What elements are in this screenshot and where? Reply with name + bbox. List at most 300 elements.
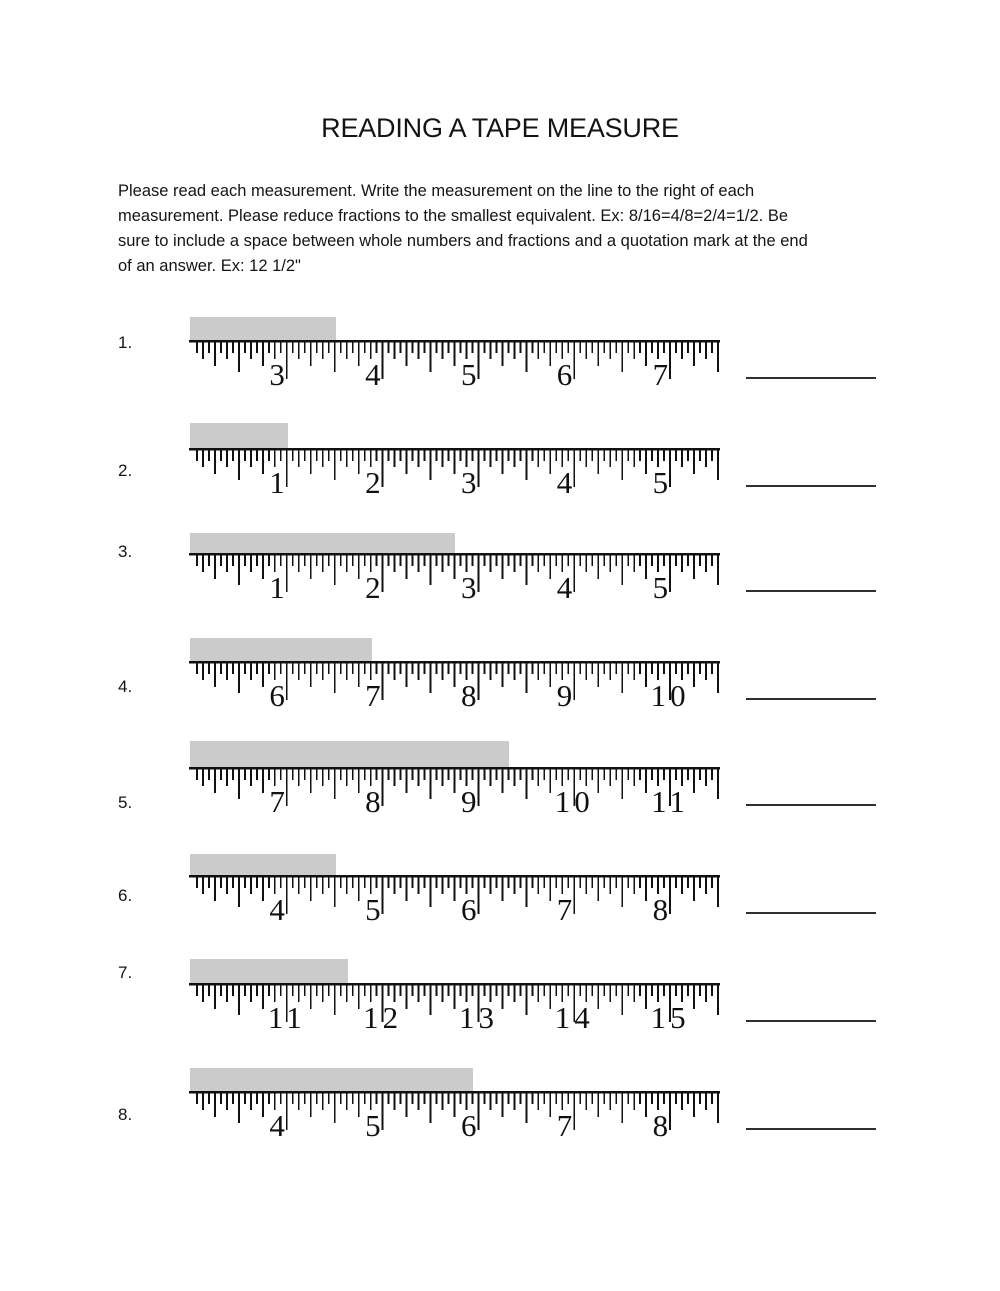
answer-blank-line[interactable] — [746, 804, 876, 806]
tick — [346, 769, 348, 786]
tick — [472, 769, 474, 780]
measurement-bar — [190, 854, 336, 876]
tick — [442, 769, 444, 786]
tick — [202, 555, 204, 572]
tick — [681, 342, 683, 359]
tick — [202, 877, 204, 894]
tick — [376, 663, 378, 674]
tick — [519, 555, 521, 566]
tape-ruler — [189, 1091, 724, 1143]
tick — [256, 663, 258, 674]
tick — [513, 877, 515, 894]
tick — [525, 342, 527, 372]
tick — [460, 985, 462, 996]
inch-number: 9 — [556, 678, 573, 713]
answer-blank-line[interactable] — [746, 485, 876, 487]
tick — [232, 450, 234, 461]
tick — [202, 663, 204, 680]
tick — [609, 342, 611, 359]
tick — [334, 769, 336, 799]
tick — [202, 450, 204, 467]
tick — [430, 663, 432, 693]
tick — [579, 985, 581, 996]
instructions-paragraph — [118, 179, 918, 279]
tick — [310, 877, 312, 901]
tick — [496, 877, 498, 888]
tick — [316, 769, 318, 780]
tick — [525, 1093, 527, 1123]
tick — [268, 663, 270, 674]
tick — [454, 985, 456, 1009]
tick — [460, 877, 462, 888]
tick — [340, 555, 342, 566]
tick — [513, 1093, 515, 1110]
tick — [310, 769, 312, 793]
tick — [621, 985, 623, 1015]
tick — [478, 555, 480, 592]
tick — [208, 769, 210, 780]
tick — [525, 877, 527, 907]
tick — [406, 663, 408, 687]
tick — [627, 769, 629, 780]
tick — [382, 450, 384, 487]
tick — [382, 877, 384, 914]
tick — [549, 663, 551, 687]
tick — [496, 555, 498, 566]
tick — [412, 450, 414, 461]
tick — [388, 450, 390, 461]
tick — [322, 663, 324, 680]
question-number: 8. — [118, 1105, 133, 1124]
tick — [388, 663, 390, 674]
inch-number: 8 — [365, 784, 381, 819]
tick — [472, 663, 474, 674]
tick — [675, 769, 677, 780]
tick — [364, 555, 366, 566]
tick — [220, 877, 222, 888]
tick — [687, 769, 689, 780]
tick — [202, 1093, 204, 1110]
tick — [591, 663, 593, 674]
tick — [687, 1093, 689, 1104]
tick — [597, 342, 599, 366]
tick — [400, 555, 402, 566]
tick — [364, 1093, 366, 1104]
page-title: READING A TAPE MEASURE — [321, 113, 679, 143]
inch-number: 7 — [365, 678, 381, 713]
tick — [418, 342, 420, 359]
inch-number: 6 — [460, 892, 477, 927]
tick — [406, 877, 408, 901]
tick — [513, 769, 515, 786]
inch-number: 1 — [269, 465, 285, 500]
answer-blank-line[interactable] — [746, 912, 876, 914]
tick — [382, 555, 384, 592]
inch-number: 10 — [650, 678, 690, 713]
tick — [316, 877, 318, 888]
tick — [705, 985, 707, 1002]
answer-blank-line[interactable] — [746, 698, 876, 700]
tick — [280, 1093, 282, 1104]
tick — [519, 769, 521, 780]
tick — [627, 342, 629, 353]
tick — [717, 985, 719, 1015]
tick — [352, 985, 354, 996]
tick — [519, 663, 521, 674]
tick — [292, 663, 294, 674]
tick — [256, 342, 258, 353]
tick — [406, 555, 408, 579]
tick — [220, 342, 222, 353]
measurement-bar — [190, 741, 509, 768]
tick — [268, 985, 270, 996]
tick — [585, 877, 587, 894]
tick — [705, 663, 707, 680]
tick — [675, 985, 677, 996]
tick — [687, 450, 689, 461]
tick — [238, 555, 240, 585]
tick — [615, 1093, 617, 1104]
tick — [346, 663, 348, 680]
tick — [567, 342, 569, 353]
tick — [250, 985, 252, 1002]
tick — [531, 555, 533, 566]
tick — [651, 555, 653, 566]
tick — [226, 985, 228, 1002]
measurement-bar — [190, 638, 372, 662]
tick — [406, 450, 408, 474]
tick — [472, 555, 474, 566]
inch-number: 5 — [365, 1108, 381, 1143]
tick — [268, 1093, 270, 1104]
inch-number: 7 — [556, 892, 573, 927]
tick — [543, 663, 545, 674]
answer-blank-line[interactable] — [746, 590, 876, 592]
tick — [244, 985, 246, 996]
tick — [484, 1093, 486, 1104]
question-number: 4. — [118, 677, 133, 696]
tick — [609, 555, 611, 572]
tick — [579, 450, 581, 461]
tick — [490, 1093, 492, 1110]
question-number: 1. — [118, 333, 133, 352]
tick — [597, 985, 599, 1009]
tick — [424, 342, 426, 353]
tick — [496, 342, 498, 353]
tick — [693, 663, 695, 687]
tick — [454, 663, 456, 687]
tick — [496, 663, 498, 674]
inch-number: 12 — [363, 1000, 403, 1035]
tick — [531, 663, 533, 674]
tick — [621, 342, 623, 372]
tick — [334, 877, 336, 907]
tick — [418, 663, 420, 680]
measurement-bar — [190, 423, 288, 449]
tick — [639, 1093, 641, 1104]
tick — [316, 1093, 318, 1104]
tick — [615, 450, 617, 461]
tick — [322, 877, 324, 894]
tick — [418, 555, 420, 572]
tick — [502, 877, 504, 901]
tick — [220, 985, 222, 996]
tick — [663, 342, 665, 353]
inch-number: 4 — [556, 570, 573, 605]
tick — [202, 769, 204, 786]
tick — [238, 342, 240, 372]
tick — [214, 877, 216, 901]
tick — [412, 985, 414, 996]
tick — [609, 450, 611, 467]
tick — [633, 663, 635, 680]
tick — [519, 342, 521, 353]
tick — [262, 555, 264, 579]
tick — [543, 769, 545, 780]
tick — [424, 1093, 426, 1104]
tick — [717, 1093, 719, 1123]
tick — [436, 555, 438, 566]
tick — [196, 342, 198, 353]
tick — [663, 663, 665, 674]
tick — [250, 450, 252, 467]
tick — [603, 555, 605, 566]
tick — [519, 985, 521, 996]
tick — [352, 342, 354, 353]
tick — [388, 1093, 390, 1104]
tick — [298, 555, 300, 572]
tick — [645, 450, 647, 474]
tick — [376, 342, 378, 353]
tick — [567, 1093, 569, 1104]
tape-ruler — [189, 661, 724, 713]
tick — [268, 555, 270, 566]
inch-number: 6 — [556, 357, 573, 392]
tick — [454, 450, 456, 474]
tick — [513, 342, 515, 359]
tick — [472, 877, 474, 888]
tick — [711, 450, 713, 461]
measurement-bar — [190, 533, 455, 554]
tick — [645, 663, 647, 687]
tick — [412, 1093, 414, 1104]
tick — [687, 985, 689, 996]
tick — [687, 555, 689, 566]
tick — [364, 985, 366, 996]
tick — [615, 877, 617, 888]
inch-number: 8 — [460, 678, 477, 713]
tick — [675, 555, 677, 566]
tick — [543, 555, 545, 566]
tick — [549, 877, 551, 901]
tick — [460, 450, 462, 461]
tick — [663, 985, 665, 996]
tick — [400, 985, 402, 996]
tick — [502, 342, 504, 366]
tick — [496, 450, 498, 461]
tick — [675, 342, 677, 353]
tick — [412, 555, 414, 566]
tick — [705, 1093, 707, 1110]
tick — [340, 450, 342, 461]
tick — [442, 877, 444, 894]
tick — [555, 450, 557, 461]
tick — [430, 1093, 432, 1123]
tick — [286, 1093, 288, 1130]
tick — [316, 342, 318, 353]
answer-blank-line[interactable] — [746, 1128, 876, 1130]
tick — [555, 555, 557, 566]
tick — [645, 769, 647, 793]
tick — [699, 769, 701, 780]
tick — [250, 663, 252, 680]
tape-ruler — [189, 875, 724, 927]
tick — [340, 342, 342, 353]
tick — [627, 985, 629, 996]
tick — [400, 877, 402, 888]
tick — [406, 985, 408, 1009]
inch-number: 11 — [267, 1000, 306, 1035]
tick — [651, 769, 653, 780]
question-number: 7. — [118, 963, 133, 982]
tick — [424, 450, 426, 461]
tick — [651, 877, 653, 888]
tick — [262, 450, 264, 474]
tick — [537, 663, 539, 680]
tick — [334, 342, 336, 372]
tick — [478, 769, 480, 806]
tick — [585, 450, 587, 467]
tick — [675, 1093, 677, 1104]
tick — [591, 450, 593, 461]
tick — [621, 450, 623, 480]
tick — [651, 663, 653, 674]
tick — [394, 1093, 396, 1110]
tick — [304, 663, 306, 674]
tick — [519, 450, 521, 461]
tick — [531, 1093, 533, 1104]
tick — [502, 450, 504, 474]
tick — [394, 877, 396, 894]
tick — [424, 877, 426, 888]
tick — [280, 985, 282, 996]
tick — [400, 769, 402, 780]
tick — [579, 1093, 581, 1104]
tick — [298, 663, 300, 680]
tick — [705, 342, 707, 359]
tick — [537, 342, 539, 359]
instructions-line-2: measurement. Please reduce fractions to the smallest equivalent. Ex: 8/16=4/8=2/4=1/2. Be — [118, 207, 789, 225]
tick — [340, 663, 342, 674]
tick — [531, 769, 533, 780]
tick — [430, 877, 432, 907]
tick — [597, 769, 599, 793]
tick — [603, 769, 605, 780]
tick — [196, 555, 198, 566]
tick — [675, 663, 677, 674]
tick — [358, 1093, 360, 1117]
tick — [621, 877, 623, 907]
tick — [597, 555, 599, 579]
inch-number: 15 — [650, 1000, 690, 1035]
tick — [549, 769, 551, 793]
tick — [220, 769, 222, 780]
tick — [645, 877, 647, 901]
tick — [292, 985, 294, 996]
tick — [585, 555, 587, 572]
tick — [436, 450, 438, 461]
tick — [406, 1093, 408, 1117]
tick — [328, 1093, 330, 1104]
answer-blank-line[interactable] — [746, 377, 876, 379]
tick — [430, 342, 432, 372]
tick — [304, 769, 306, 780]
tick — [232, 555, 234, 566]
tick — [490, 663, 492, 680]
tick — [250, 1093, 252, 1110]
tick — [298, 342, 300, 359]
tick — [705, 450, 707, 467]
tick — [555, 769, 557, 780]
tick — [705, 877, 707, 894]
tick — [346, 555, 348, 572]
tick — [591, 985, 593, 996]
tick — [549, 985, 551, 1009]
tick — [382, 1093, 384, 1130]
tick — [220, 1093, 222, 1104]
tick — [448, 450, 450, 461]
tick — [567, 985, 569, 996]
tick — [675, 877, 677, 888]
tick — [226, 450, 228, 467]
tick — [597, 663, 599, 687]
answer-blank-line[interactable] — [746, 1020, 876, 1022]
tick — [490, 555, 492, 572]
tick — [250, 877, 252, 894]
tick — [717, 663, 719, 693]
inch-number: 8 — [652, 892, 669, 927]
tick — [352, 769, 354, 780]
tick — [310, 555, 312, 579]
tick — [507, 555, 509, 566]
tick — [376, 985, 378, 996]
tick — [376, 769, 378, 780]
tick — [496, 985, 498, 996]
tick — [196, 1093, 198, 1104]
tick — [448, 663, 450, 674]
tick — [597, 450, 599, 474]
tick — [244, 555, 246, 566]
tick — [555, 985, 557, 996]
tick — [460, 1093, 462, 1104]
tick — [310, 1093, 312, 1117]
tick — [214, 985, 216, 1009]
tick — [298, 877, 300, 894]
tick — [310, 342, 312, 366]
tick — [214, 555, 216, 579]
tick — [340, 769, 342, 780]
tick — [262, 663, 264, 687]
tick — [502, 663, 504, 687]
tick — [256, 985, 258, 996]
tick — [268, 342, 270, 353]
inch-number: 5 — [652, 570, 669, 605]
tick — [244, 663, 246, 674]
tick — [699, 663, 701, 674]
tick — [334, 450, 336, 480]
tick — [286, 769, 288, 806]
tick — [406, 769, 408, 793]
